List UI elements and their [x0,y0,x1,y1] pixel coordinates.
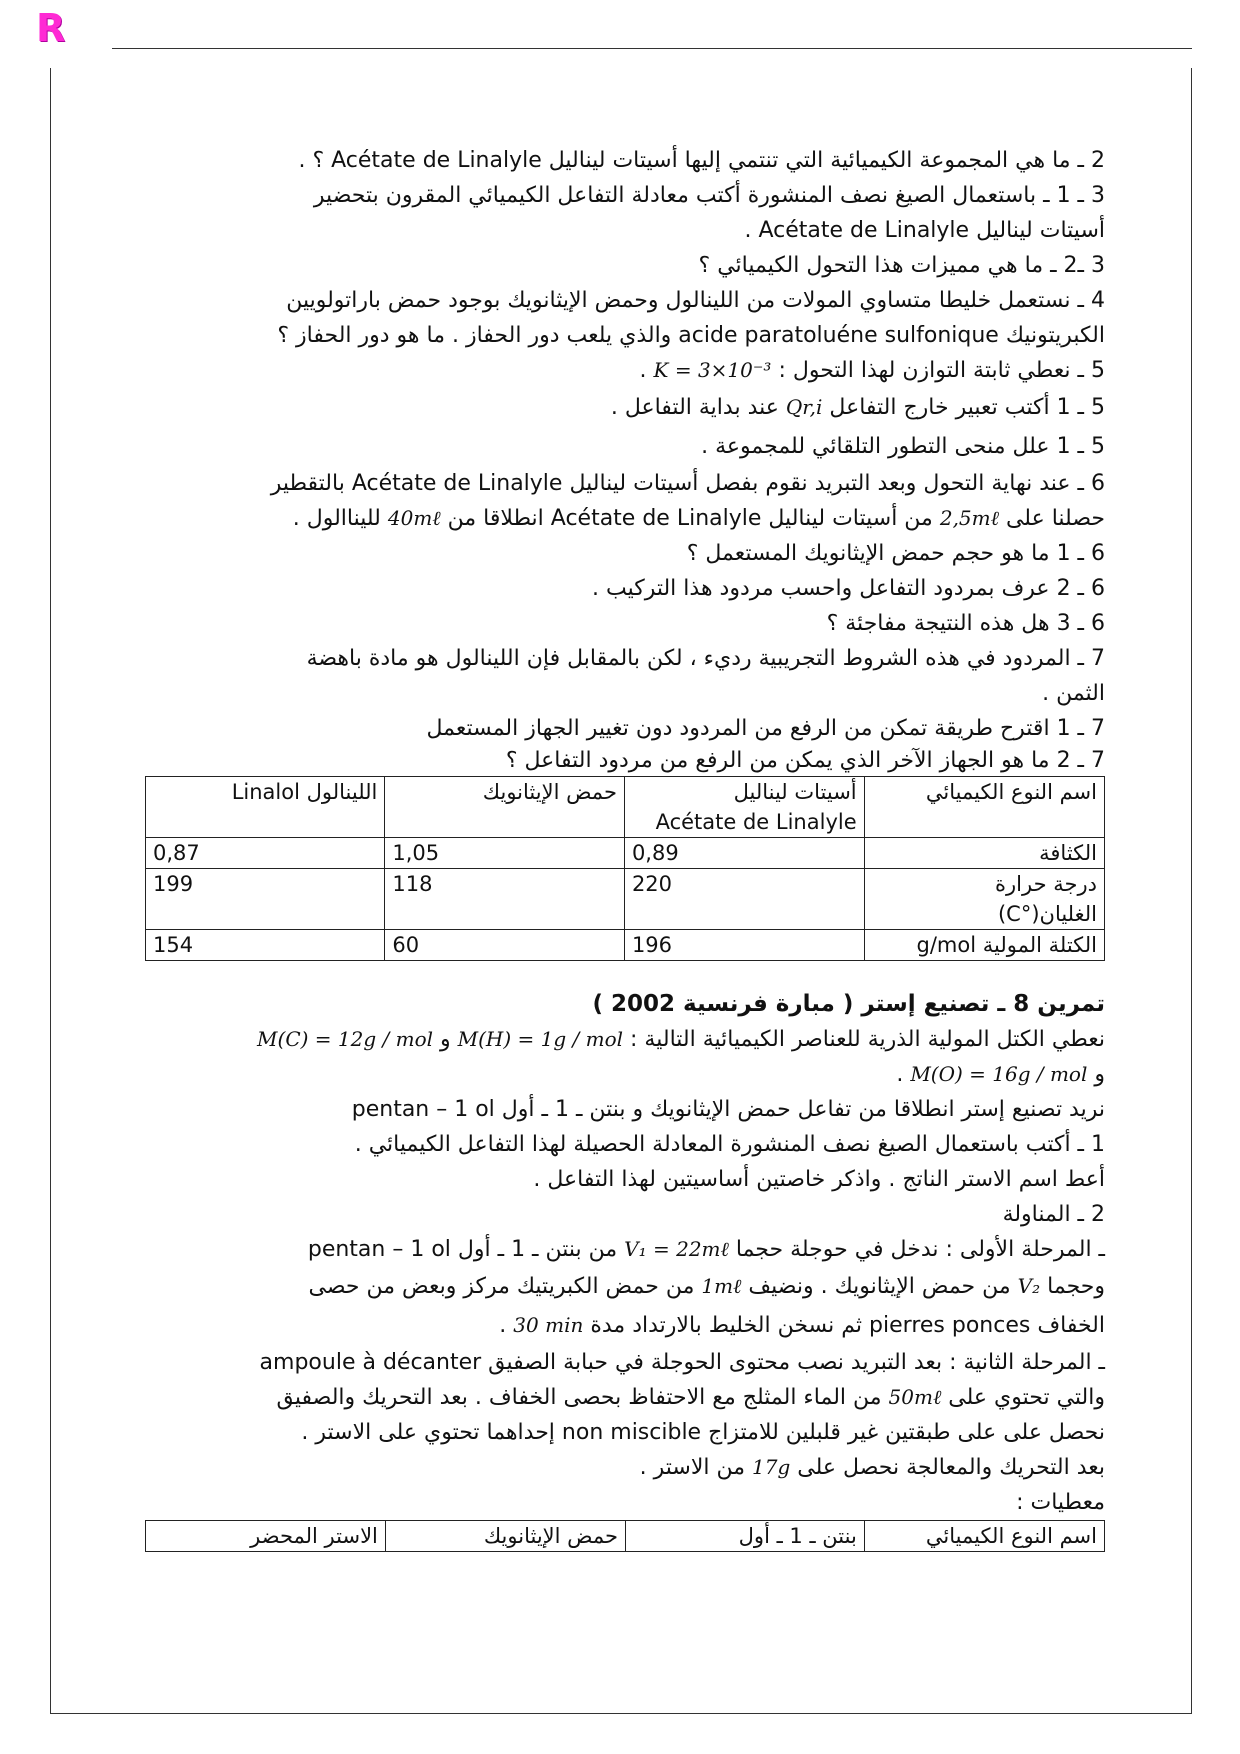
reaction-quotient: Qr,i [785,395,823,419]
table-row [146,777,1105,838]
question-7: 7 ـ المردود في هذه الشروط التجريبية رديء ، لكن بالمقابل فإن اللينالول هو مادة باهضة [306,646,1105,671]
question-5: 5 ـ نعطي ثابتة التوازن لهذا التحول : K = 3×10⁻³ . [639,358,1105,383]
question-5-1a-start: 5 ـ 1 أكتب تعبير خارج التفاعل [829,395,1105,420]
question-7-2: 7 ـ 2 ما هو الجهاز الآخر الذي يمكن من الرفع من مردود التفاعل ؟ [505,748,1105,773]
question-5-1b: 5 ـ 1 علل منحى التطور التلقائي للمجموعة . [701,434,1105,459]
question-5-text: 5 ـ نعطي ثابتة التوازن لهذا التحول : [778,358,1105,383]
question-5-1a-end: عند بداية التفاعل . [610,395,779,420]
header-rule [112,48,1192,49]
ester-volume: 2,5mℓ [939,506,999,530]
table-cell: أسيتات ليناليل Acétate de Linalyle [624,777,864,838]
table-cell: اللينالول Linalol [146,777,385,838]
exercise-8-table [145,1520,1105,1552]
table-cell: بنتن ـ 1 ـ أول [626,1521,865,1552]
water-volume: 50mℓ [888,1385,942,1409]
step-1: ـ المرحلة الأولى : ندخل في حوجلة حجما V₁ = 22mℓ من بنتن ـ 1 ـ أول pentan – 1 ol [307,1237,1105,1262]
table-cell: الكثافة [864,838,1104,869]
step-2-cont: والتي تحتوي على 50mℓ من الماء المثلج مع الاحتفاظ بحصى الخفاف . بعد التحريك والصفيق [276,1385,1105,1410]
step-2: ـ المرحلة الثانية : بعد التبريد نصب محتوى الحوجلة في حبابة الصفيق ampoule à décanter [259,1350,1105,1375]
exercise-8-q1: 1 ـ أكتب باستعمال الصيغ نصف المنشورة المعادلة الحصيلة لهذا التفاعل الكيميائي . [354,1132,1105,1157]
table-cell: الكتلة المولية g/mol [864,930,1104,961]
reflux-time: 30 min [513,1313,584,1337]
table-cell: اسم النوع الكيميائي [864,777,1104,838]
given-data-label: معطيات : [1016,1490,1105,1515]
exercise-8-title: تمرين 8 ـ تصنيع إستر ( مبارة فرنسية 2002 ) [592,991,1105,1017]
question-4-cont: الكبريتونيك acide paratoluéne sulfonique والذي يلعب دور الحفاز . ما هو دور الحفاز ؟ [277,323,1105,348]
question-3-1: 3 ـ 1 ـ باستعمال الصيغ نصف المنشورة أكتب معادلة التفاعل الكيميائي المقرون بتحضير [313,183,1105,208]
molar-mass-h: M(H) = 1g / mol [457,1027,624,1051]
table-cell: 196 [624,930,864,961]
question-6: 6 ـ عند نهاية التحول وبعد التبريد نقوم بفصل أسيتات ليناليل Acétate de Linalyle بالتقطير [270,471,1105,496]
table-cell: حمض الإيثانويك [385,777,625,838]
document-body [145,143,1105,1552]
brand-logo: R [36,6,66,50]
ester-mass: 17g [752,1455,791,1479]
table-row [146,930,1105,961]
question-3-2: 3 ـ2 ـ ما هي مميزات هذا التحول الكيميائي ؟ [698,253,1105,278]
question-4: 4 ـ نستعمل خليطا متساوي المولات من اللينالول وحمض الإيثانويك بوجود حمض باراتولويين [286,288,1105,313]
volume-v2: V₂ [1017,1274,1041,1298]
table-cell: اسم النوع الكيميائي [864,1521,1104,1552]
table-row [146,869,1105,930]
step-1-cont: وحجما V₂ من حمض الإيثانويك . ونضيف 1mℓ من حمض الكبريتيك مركز وبعض من حصى [308,1274,1105,1299]
table-cell: 0,89 [624,838,864,869]
linalol-volume: 40mℓ [387,506,441,530]
properties-table [145,776,1105,961]
question-6-cont: حصلنا على 2,5mℓ من أسيتات ليناليل Acétate de Linalyle انطلاقا من 40mℓ لليناالول . [292,506,1105,531]
step-2-cont2: نحصل على على طبقتين غير قلبلين للامتزاج non miscible إحداهما تحتوي على الاستر . [301,1420,1105,1445]
question-7-cont: الثمن . [1042,681,1105,706]
exercise-8-aim: نريد تصنيع إستر انطلاقا من تفاعل حمض الإيثانويك و بنتن ـ 1 ـ أول pentan – 1 ol [351,1097,1105,1122]
question-5-1a [145,388,1105,427]
question-2: 2 ـ ما هي المجموعة الكيميائية التي تنتمي إليها أسيتات ليناليل Acétate de Linalyle ؟ . [298,148,1105,173]
table-cell: 220 [624,869,864,930]
volume-v1: V₁ = 22mℓ [624,1237,729,1261]
question-6-2: 6 ـ 2 عرف بمردود التفاعل واحسب مردود هذا التركيب . [592,576,1105,601]
table-cell: درجة حرارة الغليان(°C) [864,869,1104,930]
table-row [146,838,1105,869]
step-2-cont3: بعد التحريك والمعالجة نحصل على 17g من الاستر . [639,1455,1105,1480]
exercise-8-q1b: أعط اسم الاستر الناتج . واذكر خاصتين أساسيتين لهذا التفاعل . [533,1167,1105,1192]
table-cell: 118 [385,869,625,930]
table-cell: حمض الإيثانويك [385,1521,625,1552]
molar-mass-o-line: و M(O) = 16g / mol . [896,1062,1105,1087]
molar-mass-c: M(C) = 12g / mol [257,1027,434,1051]
step-1-cont2: الخفاف pierres ponces ثم نسخن الخليط بالارتداد مدة 30 min . [499,1313,1105,1338]
question-6-3: 6 ـ 3 هل هذه النتيجة مفاجئة ؟ [826,611,1105,636]
table-cell: الاستر المحضر [146,1521,386,1552]
question-6-1: 6 ـ 1 ما هو حجم حمض الإيثانويك المستعمل ؟ [686,541,1105,566]
question-3-1-cont: أسيتات ليناليل Acétate de Linalyle . [744,218,1105,243]
table-cell: 0,87 [146,838,385,869]
molar-mass-o: M(O) = 16g / mol [910,1062,1088,1086]
table-row [146,1521,1105,1552]
equilibrium-constant: K = 3×10⁻³ [653,358,772,382]
table-cell: 199 [146,869,385,930]
exercise-8-q2: 2 ـ المناولة [1002,1202,1105,1227]
molar-masses: نعطي الكتل المولية الذرية للعناصر الكيميائية التالية : M(H) = 1g / mol و M(C) = 12g / mol [257,1027,1105,1052]
acid-volume: 1mℓ [701,1274,742,1298]
question-7-1: 7 ـ 1 اقترح طريقة تمكن من الرفع من المردود دون تغيير الجهاز المستعمل [426,716,1105,741]
table-cell: 1,05 [385,838,625,869]
table-cell: 60 [385,930,625,961]
table-cell: 154 [146,930,385,961]
